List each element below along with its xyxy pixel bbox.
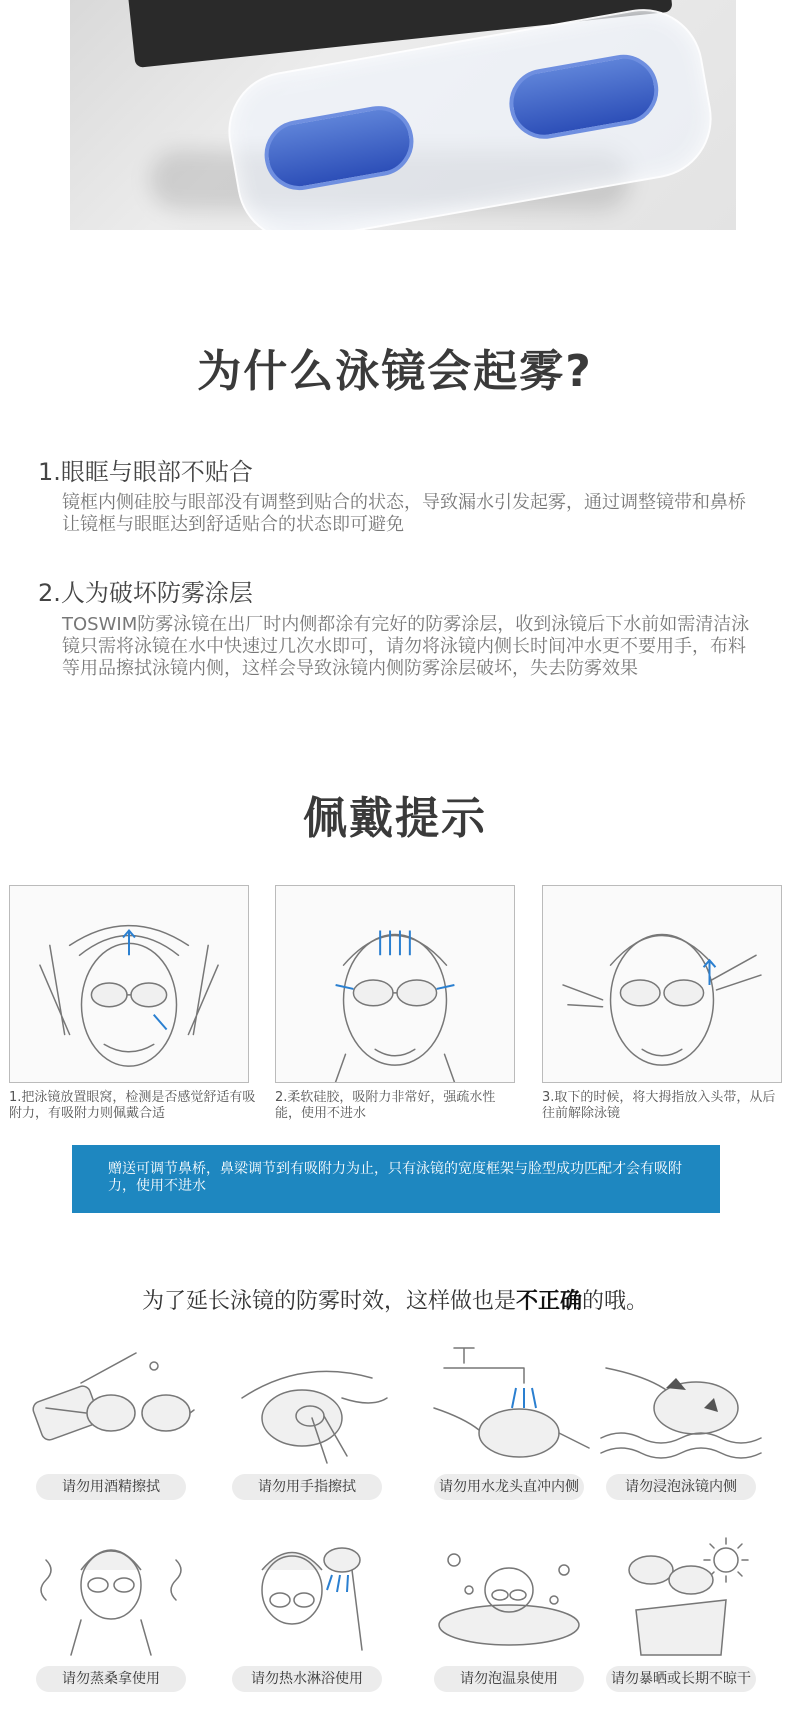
donts-title-suffix: 的哦。 bbox=[582, 1289, 649, 1314]
suction-goggles-face-icon bbox=[276, 886, 514, 1082]
dont-label: 请勿浸泡泳镜内侧 bbox=[606, 1474, 756, 1500]
goggles-lens-left bbox=[259, 101, 419, 196]
dont-label: 请勿泡温泉使用 bbox=[434, 1666, 584, 1692]
dont-item bbox=[424, 1338, 594, 1500]
dont-item bbox=[26, 1338, 196, 1500]
removing-goggles-icon bbox=[543, 886, 781, 1082]
hot-shower-icon bbox=[222, 1530, 392, 1660]
goggles-lens-right bbox=[504, 49, 664, 144]
dont-label: 请勿暴晒或长期不晾干 bbox=[606, 1666, 756, 1692]
fog-reason-2-heading: 2.人为破坏防雾涂层 bbox=[38, 579, 253, 607]
wear-step-3-illustration bbox=[542, 885, 782, 1083]
section-title-fog: 为什么泳镜会起雾? bbox=[197, 346, 593, 397]
faucet-rinse-icon bbox=[424, 1338, 594, 1468]
dont-item bbox=[222, 1338, 392, 1500]
wear-step-3-caption: 3.取下的时候，将大拇指放入头带，从后往前解除泳镜 bbox=[542, 1090, 776, 1121]
section-title-wear: 佩戴提示 bbox=[303, 793, 487, 844]
wear-step-1-illustration bbox=[9, 885, 249, 1083]
alcohol-bottle-goggles-icon bbox=[26, 1338, 196, 1468]
fog-reason-1-heading: 1.眼眶与眼部不贴合 bbox=[38, 458, 253, 486]
dont-item bbox=[26, 1530, 196, 1692]
dont-label: 请勿用水龙头直冲内侧 bbox=[434, 1474, 584, 1500]
sun-exposure-icon bbox=[596, 1530, 766, 1660]
sauna-icon bbox=[26, 1530, 196, 1660]
hot-spring-icon bbox=[424, 1530, 594, 1660]
finger-wipe-icon bbox=[222, 1338, 392, 1468]
fog-reason-2-text: TOSWIM防雾泳镜在出厂时内侧都涂有完好的防雾涂层，收到泳镜后下水前如需清洁泳镜只需将泳镜在水中快速过几次水即可，请勿将泳镜内侧长时间冲水更不要用手，布料等用品擦拭泳镜内侧，这样会导致泳镜内侧防雾涂层破坏，失去防雾效果 bbox=[62, 614, 750, 679]
donts-title-bold: 不正确 bbox=[515, 1289, 582, 1314]
dont-label: 请勿热水淋浴使用 bbox=[232, 1666, 382, 1692]
nose-bridge-info-banner bbox=[72, 1145, 720, 1213]
dont-label: 请勿用酒精擦拭 bbox=[36, 1474, 186, 1500]
wear-step-2-caption: 2.柔软硅胶，吸附力非常好，强疏水性能，使用不进水 bbox=[275, 1090, 496, 1121]
dont-label: 请勿用手指擦拭 bbox=[232, 1474, 382, 1500]
wear-step-2-illustration bbox=[275, 885, 515, 1083]
product-photo-goggles-case bbox=[70, 0, 736, 230]
dont-label: 请勿蒸桑拿使用 bbox=[36, 1666, 186, 1692]
hands-placing-goggles-icon bbox=[10, 886, 248, 1082]
wear-step-1-caption: 1.把泳镜放置眼窝，检测是否感觉舒适有吸附力，有吸附力则佩戴合适 bbox=[9, 1090, 256, 1121]
banner-text: 赠送可调节鼻桥，鼻梁调节到有吸附力为止，只有泳镜的宽度框架与脸型成功匹配才会有吸附力，使用不进水 bbox=[108, 1161, 682, 1194]
dont-item bbox=[222, 1530, 392, 1692]
dont-item bbox=[596, 1530, 766, 1692]
fog-reason-1-text: 镜框内侧硅胶与眼部没有调整到贴合的状态，导致漏水引发起雾，通过调整镜带和鼻桥让镜框与眼眶达到舒适贴合的状态即可避免 bbox=[62, 492, 746, 535]
donts-title bbox=[0, 1284, 790, 1315]
donts-title-prefix: 为了延长泳镜的防雾时效，这样做也是 bbox=[141, 1289, 516, 1314]
dont-item bbox=[424, 1530, 594, 1692]
dont-item bbox=[596, 1338, 766, 1500]
soak-water-icon bbox=[596, 1338, 766, 1468]
